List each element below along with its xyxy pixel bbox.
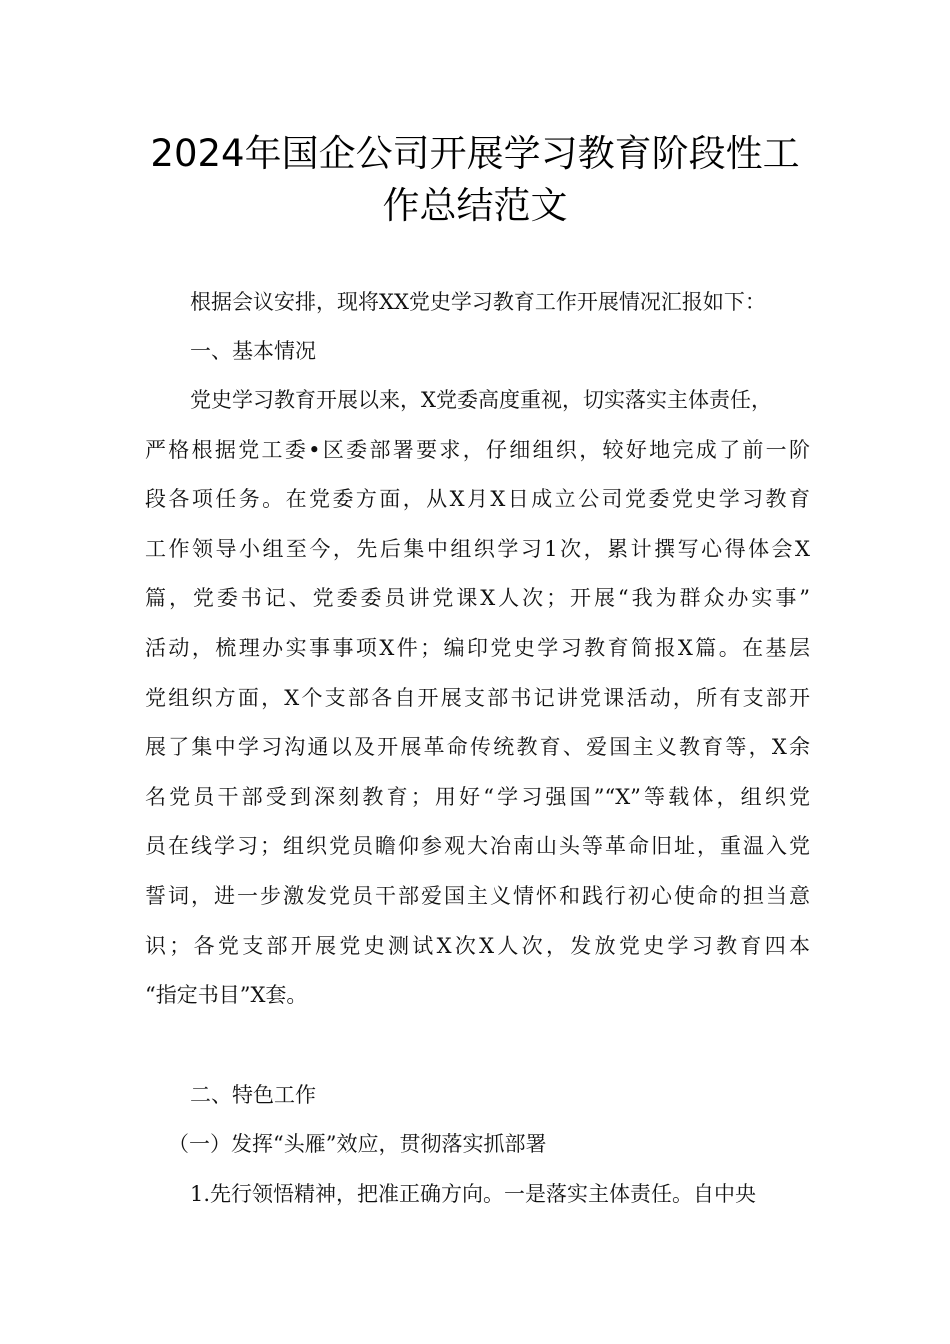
title-line-2: 作总结范文 — [382, 184, 568, 227]
paragraph-line: 严格根据党工委•区委部署要求，仔细组织，较好地完成了前一阶 — [145, 437, 810, 462]
paragraph-line: 识；各党支部开展党史测试X次X人次，发放党史学习教育四本 — [145, 933, 810, 958]
paragraph-line: 段各项任务。在党委方面，从X月X日成立公司党委党史学习教育 — [145, 487, 810, 512]
section-1-paragraph — [145, 376, 810, 1021]
paragraph-line: 工作领导小组至今，先后集中组织学习1次，累计撰写心得体会X — [145, 536, 810, 561]
paragraph-line: 展了集中学习沟通以及开展革命传统教育、爱国主义教育等，X余 — [145, 735, 810, 760]
section-1-heading — [145, 327, 810, 377]
paragraph-line: 党史学习教育开展以来，X党委高度重视，切实落实主体责任， — [190, 388, 772, 412]
section-2-heading-text: 二、特色工作 — [190, 1083, 316, 1107]
paragraph-line: 活动，梳理办实事事项X件；编印党史学习教育简报X篇。在基层 — [145, 635, 810, 660]
document-title — [100, 128, 850, 232]
intro-paragraph — [145, 278, 810, 328]
section-2-heading — [145, 1071, 810, 1121]
paragraph-line: 名党员干部受到深刻教育；用好“学习强国”“X”等载体，组织党 — [145, 784, 810, 809]
section-1-heading-text: 一、基本情况 — [190, 339, 316, 363]
subsection-1-heading — [145, 1120, 810, 1170]
paragraph-line: “指定书目”X套。 — [145, 983, 308, 1008]
paragraph-line: 篇，党委书记、党委委员讲党课X人次；开展“我为群众办实事” — [145, 586, 810, 611]
paragraph-line: 党组织方面，X个支部各自开展支部书记讲党课活动，所有支部开 — [145, 685, 810, 710]
paragraph-line: 誓词，进一步激发党员干部爱国主义情怀和践行初心使命的担当意 — [145, 883, 810, 908]
item-1-paragraph — [145, 1170, 810, 1220]
intro-text: 根据会议安排，现将XX党史学习教育工作开展情况汇报如下： — [190, 290, 766, 314]
title-line-1: 2024年国企公司开展学习教育阶段性工 — [150, 132, 800, 175]
subsection-1-heading-text: （一）发挥“头雁”效应，贯彻落实抓部署 — [168, 1132, 547, 1156]
item-1-text: 1.先行领悟精神，把准正确方向。一是落实主体责任。自中央 — [190, 1182, 757, 1206]
paragraph-line: 员在线学习；组织党员瞻仰参观大冶南山头等革命旧址，重温入党 — [145, 834, 810, 859]
